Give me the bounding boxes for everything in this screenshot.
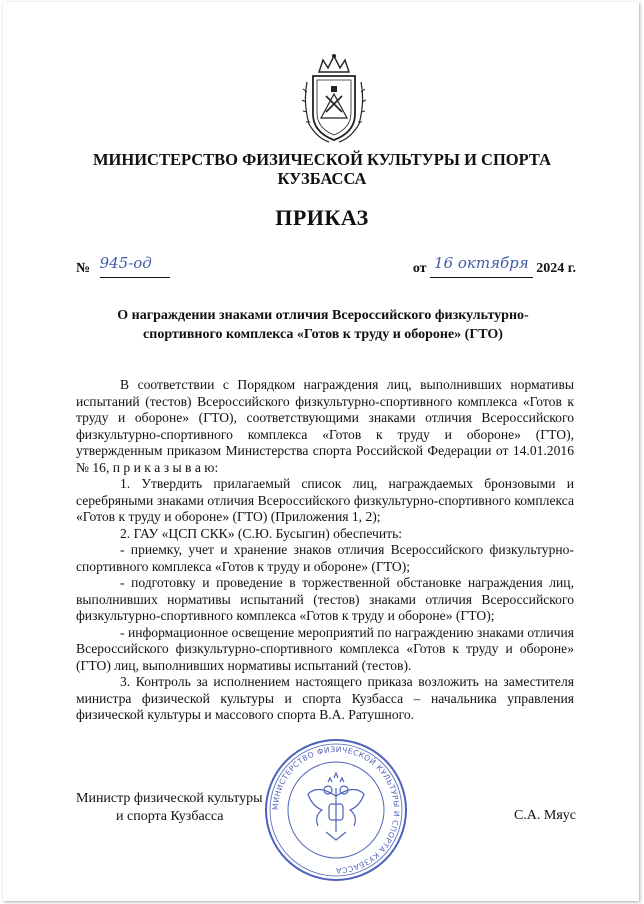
handwritten-date: 16 октября bbox=[434, 254, 529, 272]
signer-name: С.А. Мяус bbox=[513, 808, 576, 823]
signer-title-line-1: Министр физической культуры bbox=[76, 791, 263, 806]
date-prefix: от bbox=[412, 261, 427, 276]
subject-line-1: О награждении знаками отличия Всероссийского физкультурно- bbox=[117, 308, 529, 323]
body-paragraph: - подготовку и проведение в торжественной обстановке награждения лиц, выполнивших нормативы испытаний (тестов) знаками отличия Всероссийского физкультурно-спортивного комплекса «Готов к труду и обороне» (ГТО); bbox=[76, 575, 574, 623]
body-paragraph: В соответствии с Порядком награждения лиц, выполнивших нормативы испытаний (тестов) Всероссийского физкультурно-спортивного комплекса «Готов к труду и обороне» (ГТО), соответствующими знаками отличия Всероссийского физкультурно-спортивного комплекса «Готов к труду и обороне» (ГТО), утвержденным приказом Министерства спорта Российской Федерации от 14.01.2016 № 16, п р и к а з ы в а ю: bbox=[76, 377, 574, 475]
signer-title bbox=[76, 790, 263, 826]
order-number bbox=[76, 254, 170, 278]
stamp-text: МИНИСТЕРСТВО ФИЗИЧЕСКОЙ КУЛЬТУРЫ И СПОРТА КУЗБАССА bbox=[270, 744, 402, 876]
official-stamp bbox=[262, 736, 410, 884]
order-subject bbox=[76, 306, 570, 344]
ministry-line-2: КУЗБАССА bbox=[277, 169, 367, 188]
order-body bbox=[76, 377, 574, 724]
ministry-header bbox=[40, 150, 604, 188]
body-paragraph: - приемку, учет и хранение знаков отличия Всероссийского физкультурно-спортивного комплекса «Готов к труду и обороне» (ГТО); bbox=[76, 542, 574, 574]
date-field bbox=[430, 254, 533, 278]
coat-of-arms-emblem bbox=[299, 52, 369, 144]
date-year: 2024 г. bbox=[536, 261, 576, 276]
number-label: № bbox=[76, 261, 91, 276]
order-date bbox=[412, 254, 576, 278]
handwritten-number: 945-од bbox=[99, 254, 152, 272]
body-paragraph: 1. Утвердить прилагаемый список лиц, награждаемых бронзовыми и серебряными знаками отличия Всероссийского физкультурно-спортивного комплекса «Готов к труду и обороне» (ГТО) (Приложения 1, 2); bbox=[76, 476, 574, 524]
document-type-title: ПРИКАЗ bbox=[275, 205, 369, 230]
number-field bbox=[99, 254, 170, 278]
body-paragraph: 2. ГАУ «ЦСП СКК» (С.Ю. Бусыгин) обеспечить: bbox=[120, 525, 403, 541]
subject-line-2: спортивного комплекса «Готов к труду и обороне» (ГТО) bbox=[143, 327, 503, 342]
signer-title-line-2: и спорта Кузбасса bbox=[116, 809, 224, 824]
ministry-line-1: МИНИСТЕРСТВО ФИЗИЧЕСКОЙ КУЛЬТУРЫ И СПОРТА bbox=[92, 150, 552, 169]
body-paragraph: - информационное освещение мероприятий по награждению знаками отличия Всероссийского физкультурно-спортивного комплекса «Готов к труду и обороне» (ГТО) лиц, выполнивших нормативы испытаний (тестов). bbox=[76, 624, 574, 673]
body-paragraph: 3. Контроль за исполнением настоящего приказа возложить на заместителя министра физической культуры и спорта Кузбасса – начальника управления физической культуры и массового спорта В.А. Ратушного. bbox=[76, 674, 574, 722]
